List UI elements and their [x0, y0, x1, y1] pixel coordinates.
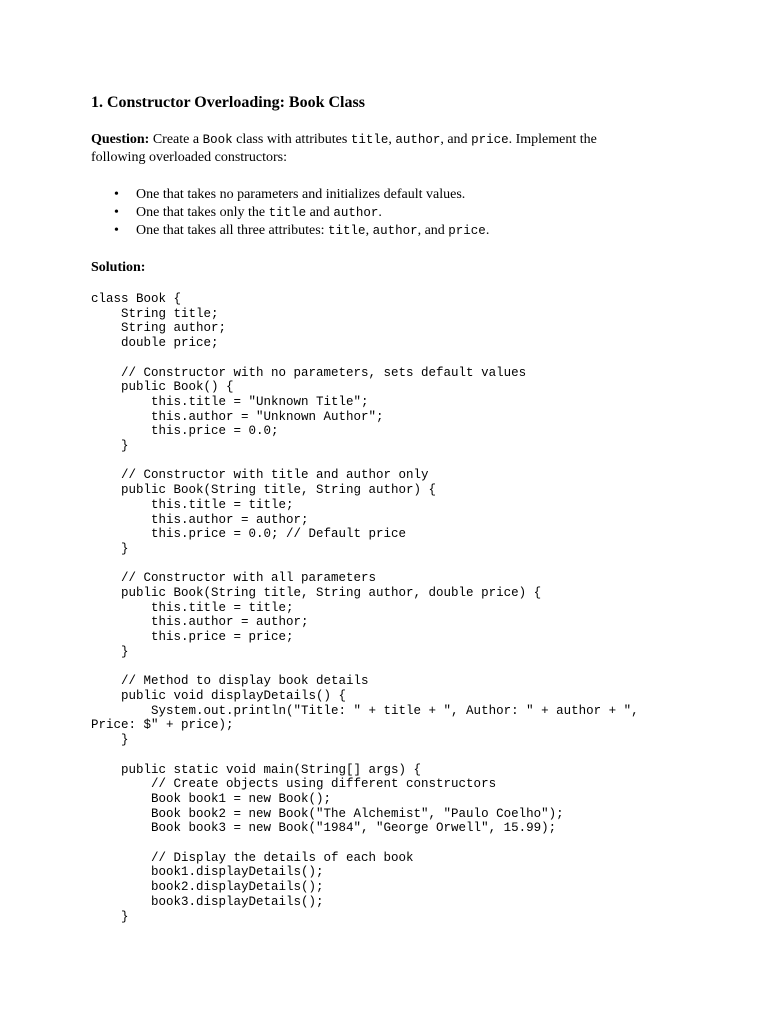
code-author: author: [372, 224, 418, 238]
code-author: author: [333, 206, 379, 220]
requirements-list: [91, 186, 489, 240]
question-text: class with attributes: [232, 132, 351, 147]
question-label: Question:: [91, 132, 150, 147]
list-item-text: One that takes no parameters and initializes default values.: [136, 187, 466, 202]
list-item: [91, 186, 489, 204]
bullet-icon: •: [114, 187, 119, 202]
code-author: author: [395, 133, 441, 147]
bullet-icon: •: [114, 223, 119, 238]
question-text: ,: [388, 132, 396, 147]
code-price: price: [448, 224, 486, 238]
list-item: [91, 222, 489, 240]
question-text: , and: [440, 132, 472, 147]
code-title: title: [328, 224, 366, 238]
code-block: class Book { String title; String author; double price; // Constructor with no parameters, sets default values public Book() { this.title = "Unknown Title"; this.author = "Unknown Author"; this.price = 0.0; } // Constructor with title and author only public Book(String title, String author) { this.title = title; this.author = author; this.price = 0.0; // Default price } // Constructor with all parameters public Book(String title, String author, double price) { this.title = title; this.author = author; this.price = price; } // Method to display book details public void displayDetails() { System.out.println("Title: " + title + ", Author: " + author + ", Price: $" + price); } public static void main(String[] args) { // Create objects using different constructors Book book1 = new Book(); Book book2 = new Book("The Alchemist", "Paulo Coelho"); Book book3 = new Book("1984", "George Orwell", 15.99); // Display the details of each book book1.displayDetails(); book2.displayDetails(); book3.displayDetails(); }: [91, 292, 639, 924]
list-item-text: .: [378, 205, 382, 220]
solution-label: Solution:: [91, 260, 146, 275]
list-item-text: and: [306, 205, 334, 220]
question-text: . Implement the following overloaded constructors:: [91, 132, 597, 165]
code-title: title: [350, 133, 389, 147]
question-paragraph: [91, 131, 651, 167]
section-heading: 1. Constructor Overloading: Book Class: [91, 94, 365, 111]
code-price: price: [471, 133, 509, 147]
list-item-text: .: [485, 223, 490, 238]
bullet-icon: •: [114, 205, 119, 220]
code-title: title: [268, 206, 307, 220]
list-item-text: One that takes only the: [136, 205, 269, 220]
list-item-text: One that takes all three attributes:: [136, 223, 329, 238]
list-item: [91, 204, 489, 222]
list-item-text: ,: [365, 223, 373, 238]
question-text: Create a: [149, 132, 203, 147]
list-item-text: , and: [417, 223, 449, 238]
code-book: Book: [202, 133, 233, 147]
